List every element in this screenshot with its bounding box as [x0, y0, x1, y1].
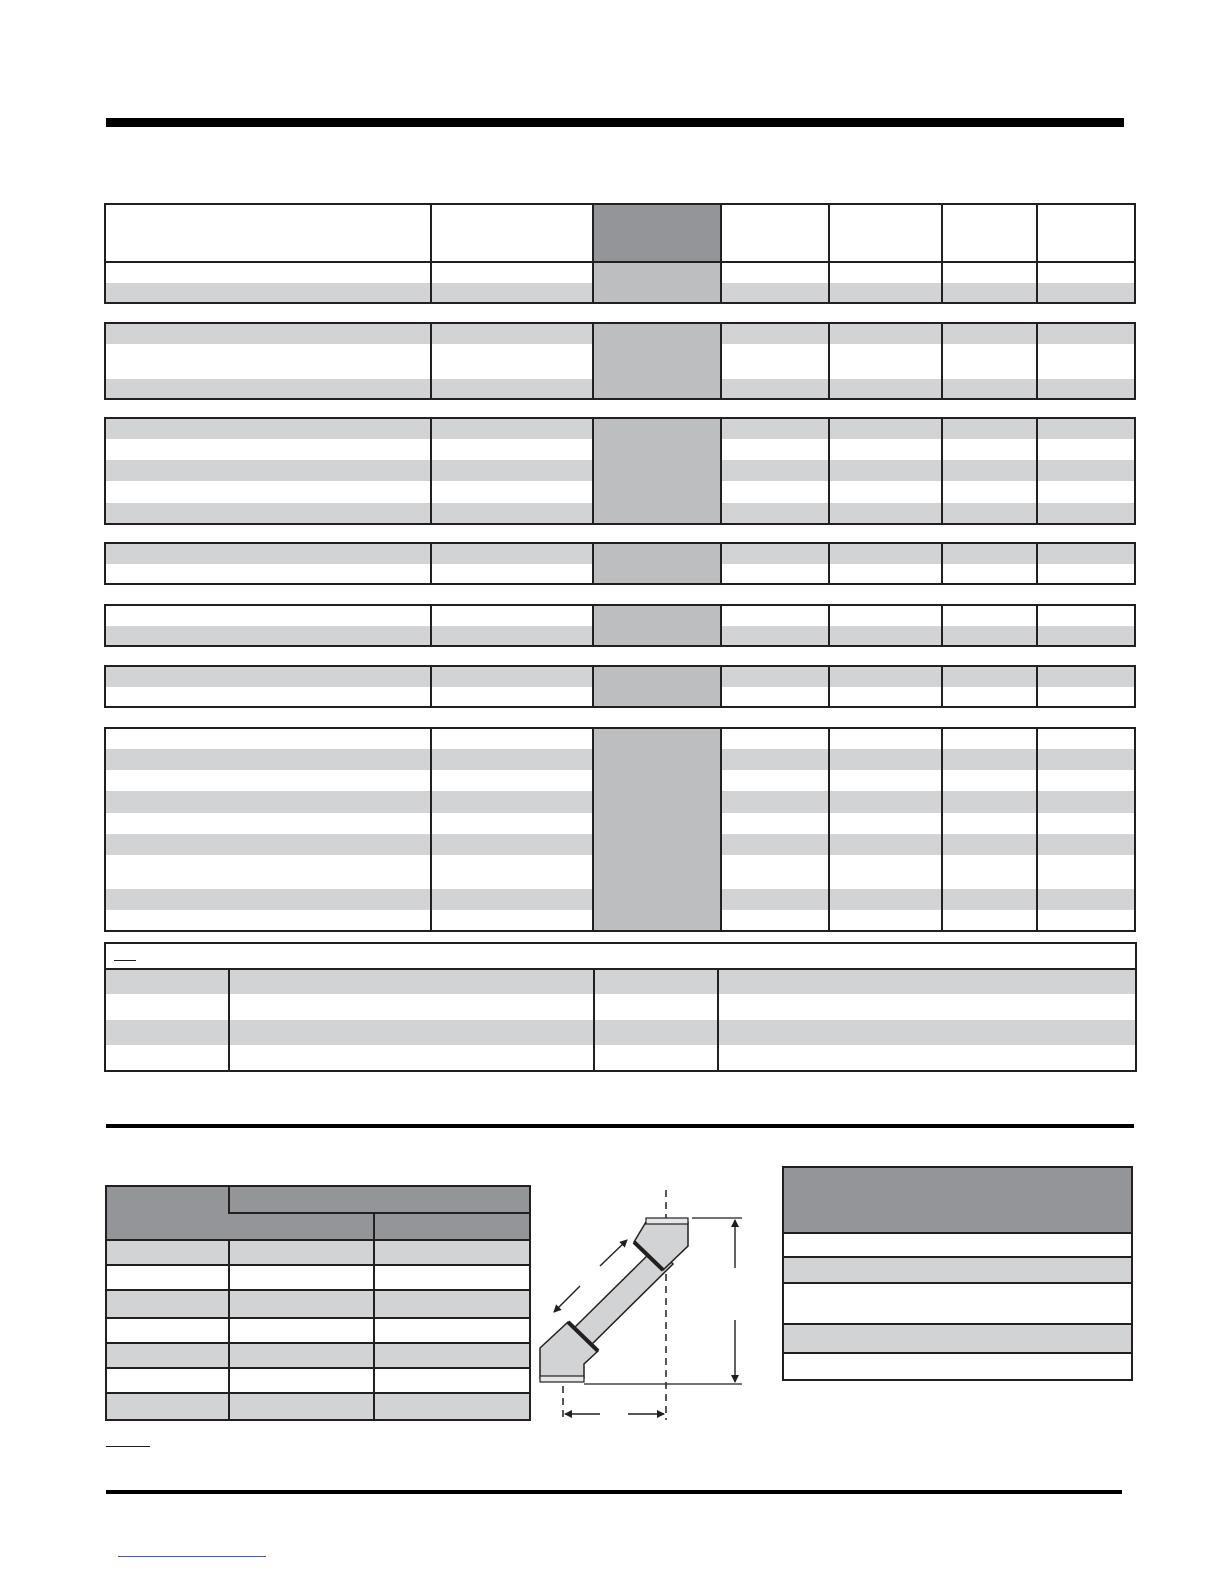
spec-cell — [431, 323, 593, 344]
spec-cell — [721, 344, 829, 379]
spec-cell — [431, 813, 593, 834]
notes-cell — [105, 994, 229, 1020]
spec-cell — [721, 564, 829, 584]
spec-cell — [105, 791, 431, 813]
offset-cell — [374, 1343, 530, 1368]
spec-group — [104, 604, 1136, 647]
spec-cell — [1037, 687, 1135, 707]
offset-cell — [374, 1290, 530, 1318]
spec-cell — [431, 460, 593, 481]
spec-cell — [942, 728, 1037, 749]
offset-cell — [229, 1290, 374, 1318]
spec-cell — [829, 910, 942, 931]
offset-cell — [229, 1343, 374, 1368]
spec-cell — [431, 418, 593, 439]
spec-cell — [1037, 418, 1135, 439]
spec-cell — [829, 543, 942, 564]
spec-cell — [829, 770, 942, 791]
spec-cell — [431, 889, 593, 910]
spec-cell — [431, 605, 593, 626]
spec-cell — [431, 770, 593, 791]
spec-cell — [431, 728, 593, 749]
notes-cell — [594, 969, 718, 994]
offset-cell — [106, 1290, 229, 1318]
spec-cell — [1037, 564, 1135, 584]
spec-cell — [105, 910, 431, 931]
offset-cell — [106, 1318, 229, 1343]
spec-cell — [721, 503, 829, 524]
spec-cell — [829, 379, 942, 399]
offset-cell — [106, 1265, 229, 1290]
spec-cell — [942, 418, 1037, 439]
spec-cell — [431, 626, 593, 646]
spec-cell — [829, 749, 942, 770]
upper-collar — [646, 1218, 688, 1224]
offset-cell — [374, 1240, 530, 1265]
spec-cell — [431, 262, 593, 283]
spec-cell — [431, 834, 593, 855]
spec-cell — [1037, 910, 1135, 931]
spec-cell — [1037, 791, 1135, 813]
spec-cell — [431, 855, 593, 889]
spec-cell — [721, 439, 829, 460]
spec-cell — [942, 481, 1037, 503]
spec-cell — [1037, 344, 1135, 379]
spec-cell — [942, 503, 1037, 524]
spec-cell — [829, 481, 942, 503]
spec-cell — [942, 749, 1037, 770]
spec-cell — [721, 418, 829, 439]
spec-cell — [1037, 749, 1135, 770]
spec-group — [104, 203, 1136, 304]
spec-cell — [942, 283, 1037, 303]
spec-group — [104, 417, 1136, 525]
spec-cell — [942, 626, 1037, 646]
section-divider-rule — [106, 1124, 1134, 1128]
notes-cell — [229, 1045, 594, 1071]
spec-header-cell — [721, 204, 829, 262]
spec-cell — [105, 626, 431, 646]
offset-header-sub — [229, 1213, 374, 1240]
highlighted-column-cell — [593, 323, 721, 399]
spec-header-cell — [942, 204, 1037, 262]
spec-cell — [829, 834, 942, 855]
spec-cell — [721, 283, 829, 303]
highlighted-column-cell — [593, 666, 721, 707]
spec-cell — [721, 543, 829, 564]
spec-cell — [829, 262, 942, 283]
clearance-cell — [783, 1353, 1132, 1380]
spec-cell — [431, 666, 593, 687]
spec-cell — [105, 481, 431, 503]
spec-cell — [431, 344, 593, 379]
clearance-cell — [783, 1324, 1132, 1353]
spec-cell — [942, 813, 1037, 834]
spec-header-cell — [829, 204, 942, 262]
clearance-cell — [783, 1283, 1132, 1324]
spec-cell — [1037, 439, 1135, 460]
clearance-table — [782, 1166, 1133, 1381]
highlighted-column-cell — [593, 728, 721, 931]
spec-cell — [1037, 626, 1135, 646]
spec-cell — [942, 791, 1037, 813]
spec-cell — [721, 813, 829, 834]
notes-cell — [594, 994, 718, 1020]
spec-cell — [942, 666, 1037, 687]
spec-group — [104, 727, 1136, 932]
spec-cell — [1037, 855, 1135, 889]
spec-cell — [829, 323, 942, 344]
spec-cell — [105, 323, 431, 344]
spec-cell — [105, 439, 431, 460]
spec-cell — [721, 666, 829, 687]
offset-cell — [229, 1393, 374, 1420]
spec-cell — [942, 687, 1037, 707]
notes-title — [114, 952, 136, 961]
spec-cell — [1037, 813, 1135, 834]
spec-cell — [1037, 379, 1135, 399]
highlighted-column-cell — [593, 543, 721, 584]
notes-cell — [229, 994, 594, 1020]
offset-table — [105, 1185, 531, 1421]
spec-cell — [431, 749, 593, 770]
spec-cell — [105, 770, 431, 791]
length-arrow-upper — [600, 1240, 627, 1266]
spec-cell — [105, 418, 431, 439]
spec-cell — [721, 379, 829, 399]
spec-cell — [105, 813, 431, 834]
offset-cell — [229, 1368, 374, 1393]
offset-cell — [229, 1265, 374, 1290]
spec-cell — [431, 543, 593, 564]
spec-cell — [942, 855, 1037, 889]
offset-cell — [106, 1343, 229, 1368]
spec-cell — [829, 418, 942, 439]
spec-cell — [105, 666, 431, 687]
spec-cell — [431, 687, 593, 707]
notes-cell — [105, 1020, 229, 1045]
spec-cell — [105, 283, 431, 303]
highlighted-column-cell — [593, 262, 721, 303]
spec-cell — [829, 855, 942, 889]
spec-cell — [105, 889, 431, 910]
spec-cell — [431, 283, 593, 303]
notes-cell — [105, 1045, 229, 1071]
spec-group — [104, 322, 1136, 400]
offset-cell — [374, 1265, 530, 1290]
spec-cell — [829, 626, 942, 646]
spec-cell — [721, 687, 829, 707]
spec-header-cell — [1037, 204, 1135, 262]
spec-cell — [721, 791, 829, 813]
spec-header-cell — [431, 204, 593, 262]
offset-cell — [374, 1318, 530, 1343]
spec-cell — [1037, 481, 1135, 503]
spec-cell — [721, 481, 829, 503]
footer-rule — [106, 1490, 1122, 1494]
spec-cell — [1037, 323, 1135, 344]
offset-cell — [229, 1240, 374, 1265]
spec-cell — [105, 344, 431, 379]
offset-footnote — [106, 1440, 150, 1447]
spec-cell — [431, 503, 593, 524]
spec-cell — [1037, 770, 1135, 791]
offset-cell — [229, 1318, 374, 1343]
spec-cell — [105, 728, 431, 749]
spec-cell — [829, 813, 942, 834]
spec-cell — [829, 344, 942, 379]
notes-cell — [229, 1020, 594, 1045]
spec-cell — [721, 770, 829, 791]
spec-cell — [721, 626, 829, 646]
spec-cell — [942, 460, 1037, 481]
spec-cell — [942, 834, 1037, 855]
spec-cell — [105, 605, 431, 626]
spec-cell — [829, 460, 942, 481]
spec-cell — [942, 439, 1037, 460]
highlighted-column-cell — [593, 418, 721, 524]
spec-cell — [721, 749, 829, 770]
spec-cell — [1037, 503, 1135, 524]
offset-cell — [106, 1393, 229, 1420]
spec-cell — [829, 791, 942, 813]
spec-cell — [1037, 666, 1135, 687]
spec-header-cell — [105, 204, 431, 262]
spec-cell — [431, 791, 593, 813]
spec-group — [104, 665, 1136, 708]
spec-cell — [721, 262, 829, 283]
spec-cell — [721, 889, 829, 910]
notes-cell — [105, 969, 229, 994]
spec-cell — [105, 687, 431, 707]
spec-cell — [942, 379, 1037, 399]
offset-cell — [374, 1368, 530, 1393]
spec-cell — [829, 503, 942, 524]
spec-cell — [829, 728, 942, 749]
spec-cell — [942, 889, 1037, 910]
spec-cell — [431, 910, 593, 931]
spec-cell — [1037, 728, 1135, 749]
clearance-cell — [783, 1257, 1132, 1283]
spec-cell — [942, 564, 1037, 584]
offset-header-main — [106, 1186, 229, 1240]
lower-collar — [540, 1376, 584, 1382]
spec-cell — [942, 543, 1037, 564]
spec-cell — [829, 687, 942, 707]
spec-cell — [721, 605, 829, 626]
spec-cell — [431, 379, 593, 399]
spec-cell — [1037, 889, 1135, 910]
spec-cell — [942, 910, 1037, 931]
spec-cell — [721, 460, 829, 481]
offset-header-group — [229, 1186, 530, 1213]
notes-cell — [718, 1020, 1136, 1045]
clearance-header — [783, 1167, 1132, 1233]
offset-cell — [106, 1240, 229, 1265]
notes-table — [104, 942, 1137, 1072]
spec-cell — [105, 564, 431, 584]
spec-cell — [105, 834, 431, 855]
spec-cell — [105, 262, 431, 283]
spec-cell — [829, 564, 942, 584]
offset-cell — [374, 1393, 530, 1420]
spec-cell — [105, 749, 431, 770]
spec-cell — [829, 605, 942, 626]
spec-cell — [942, 323, 1037, 344]
notes-cell — [229, 969, 594, 994]
spec-cell — [1037, 283, 1135, 303]
spec-cell — [721, 834, 829, 855]
spec-cell — [721, 855, 829, 889]
spec-cell — [431, 481, 593, 503]
spec-cell — [1037, 543, 1135, 564]
spec-cell — [1037, 834, 1135, 855]
notes-cell — [718, 994, 1136, 1020]
offset-header-sub — [374, 1213, 530, 1240]
spec-header-cell — [593, 204, 721, 262]
spec-cell — [431, 439, 593, 460]
spec-cell — [721, 728, 829, 749]
elbow-offset-diagram — [530, 1180, 750, 1425]
spec-cell — [829, 889, 942, 910]
footer-link-underline — [118, 1556, 266, 1557]
clearance-cell — [783, 1233, 1132, 1257]
spec-group — [104, 542, 1136, 585]
highlighted-column-cell — [593, 605, 721, 646]
spec-cell — [942, 605, 1037, 626]
spec-cell — [721, 323, 829, 344]
length-arrow-lower — [554, 1286, 580, 1312]
notes-cell — [594, 1045, 718, 1071]
spec-cell — [829, 666, 942, 687]
spec-cell — [829, 283, 942, 303]
offset-cell — [106, 1368, 229, 1393]
spec-cell — [942, 262, 1037, 283]
spec-cell — [1037, 262, 1135, 283]
spec-cell — [105, 379, 431, 399]
header-rule — [106, 118, 1124, 127]
spec-cell — [1037, 605, 1135, 626]
notes-cell — [594, 1020, 718, 1045]
spec-cell — [105, 503, 431, 524]
notes-cell — [718, 969, 1136, 994]
spec-cell — [1037, 460, 1135, 481]
spec-cell — [942, 344, 1037, 379]
spec-cell — [105, 460, 431, 481]
spec-cell — [942, 770, 1037, 791]
spec-cell — [431, 564, 593, 584]
spec-cell — [721, 910, 829, 931]
notes-cell — [718, 1045, 1136, 1071]
spec-cell — [829, 439, 942, 460]
spec-cell — [105, 855, 431, 889]
spec-cell — [105, 543, 431, 564]
